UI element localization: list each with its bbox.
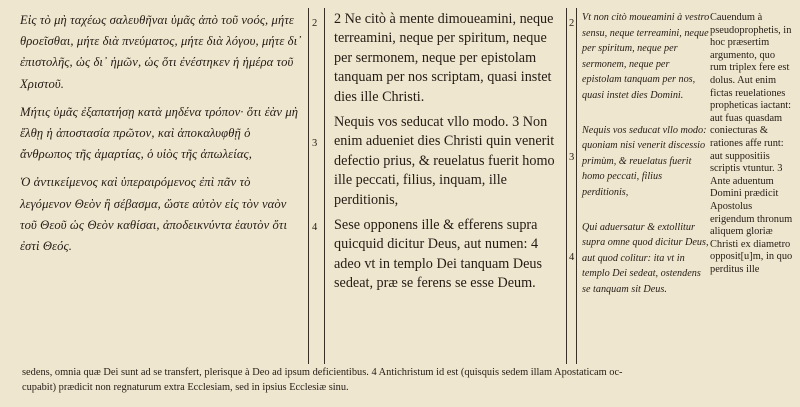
verse-number: 4: [569, 252, 575, 263]
margin-note: Cauendum à pseudoprophetis, in hoc præsertim argumento, quo rum triplex fere est dolus. Aut enim fictas reuelationes propheticas iactant: aut fuas quasdam coniecturas & rationes affe runt: aut suppositiis scriptis vtuntur. 3 Ante aduentum Domini prædicit Apostolus erigendum thronum aliquem gloriæ Christi ex diametro opposit[u]m, in quo perditus ille: [710, 12, 793, 275]
greek-verse-2: Εἰς τὸ μὴ ταχέως σαλευθῆναι ὑμᾶς ἀπὸ τοῦ νοός, μήτε θροεῖσθαι, μήτε διὰ πνεύματος, μήτε διὰ λόγου, μήτε δι᾽ ἐπιστολῆς, ὡς δι᾽ ἡμῶν, ὡς ὅτι ἐνέστηκεν ἡ ἡμέρα τοῦ Χριστοῦ.: [20, 13, 302, 91]
column-rule: [308, 8, 309, 364]
column-rule: [324, 8, 325, 364]
vulgate-verse-2: Vt non citò moueamini à vestro sensu, neque terreamini, neque per spiritum, neque per sermonem, neque per epistolam tanquam per nos, quasi instet dies Domini.: [582, 12, 710, 101]
column-rule: [576, 8, 577, 364]
column-rule: [566, 8, 567, 364]
latin-text-column: [334, 10, 556, 294]
footnote-line: cupabit) prædicit non regnaturum extra Ecclesiam, sed in ipsius Ecclesiæ sinu.: [22, 381, 349, 393]
latin-verse-3: Nequis vos seducat vllo modo. 3 Non enim adueniet dies Christi quin venerit defectio prius, & reuelatus fuerit homo ille peccati, filius, inquam, ille perditionis,: [334, 114, 555, 208]
vulgate-text-column: [582, 10, 710, 298]
footnote-line: sedens, omnia quæ Dei sunt ad se transfert, plerisque à Deo ad ipsum deficientibus. 4 Antichristum id est (quisquis sedem illam Apostaticam oc-: [22, 367, 623, 378]
verse-number: 3: [312, 138, 318, 149]
latin-verse-4: Sese opponens ille & efferens supra quicquid dicitur Deus, aut numen: 4 adeo vt in templo Dei tanquam Deus sedeat, præ se ferens se esse Deum.: [334, 217, 543, 292]
verse-number: 4: [312, 222, 318, 233]
vulgate-verse-4: Qui aduersatur & extollitur supra omne quod dicitur Deus, aut quod colitur: ita vt in templo Dei sedeat, ostendens se tanquam sit Deus.: [582, 221, 709, 295]
margin-commentary: [710, 12, 794, 276]
verse-number: 3: [569, 152, 575, 163]
greek-text-column: [20, 10, 302, 257]
footnote: [22, 366, 792, 395]
latin-verse-2: 2 Ne citò à mente dimoueamini, neque terreamini, neque per spiritum, neque per sermonem, neque per epistolam tanquam per nos scriptam, quasi instet dies ille Christi.: [334, 11, 554, 105]
verse-number: 2: [569, 18, 575, 29]
vulgate-verse-3: Nequis vos seducat vllo modo: quoniam nisi venerit discessio primùm, & reuelatus fuerit homo peccati, filius perditionis,: [582, 124, 707, 198]
greek-verse-4: Ὁ ἀντικείμενος καὶ ὑπεραιρόμενος ἐπὶ πᾶν τὸ λεγόμενον Θεὸν ἢ σέβασμα, ὥστε αὐτὸν εἰς τὸν ναὸν τοῦ Θεοῦ ὡς Θεὸν καθίσαι, ἀποδεικνύντα ἑαυτὸν ὅτι ἐστὶ Θεός.: [20, 175, 288, 254]
greek-verse-3: Μήτις ὑμᾶς ἐξαπατήσῃ κατὰ μηδένα τρόπον· ὅτι ἐὰν μὴ ἔλθῃ ἡ ἀποστασία πρῶτον, καὶ ἀποκαλυφθῇ ὁ ἄνθρωπος τῆς ἁμαρτίας, ὁ υἱὸς τῆς ἀπωλείας,: [20, 104, 299, 162]
verse-number: 2: [312, 18, 318, 29]
